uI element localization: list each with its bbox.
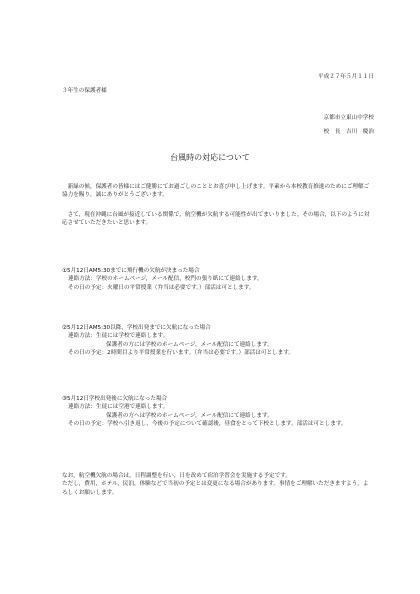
closing-text-2: ただし，費用，ホテル，民泊，体験などで当初の予定とは変更になる場合があります。事情をご理解いただきますよう，よろしくお願いします。 [62, 481, 369, 496]
case-contact-method: 連絡方法：学校のホームページ，メール配信，校門の張り紙にて連絡します。 [68, 276, 263, 283]
case-heading: ②5月12日AM5:30以降，学校出発までに欠航になった場合 [62, 325, 211, 331]
intro-text-1: 新緑の候，保護者の皆様にはご健勝にてお過ごしのこととお喜び申し上げます。平素から本校教育推進のためにご理解ご協力を賜り，誠にありがとうございます。 [62, 184, 370, 199]
sender-school: 京都市立東山中学校 [323, 115, 374, 121]
case-schedule: その日の予定：2時間目より平常授業を行います。（弁当は必要です。）部活は可とします。 [68, 350, 294, 357]
intro-text-2: さて，現在沖縄に台風が接近している関係で，航空機が欠航する可能性が出てまいりました。その場合，以下のように対応させていただきたいと思います。 [62, 212, 370, 227]
intro-paragraph-2 [62, 211, 374, 228]
case-schedule: その日の予定：学校へ引き返し，今後の予定について確認後，昼食をとって下校とします。部活は可とします。 [68, 421, 347, 428]
case-contact-method: 連絡方法：生徒には学校で連絡します。 [68, 333, 169, 340]
letter-date: 平成２７年５月１１日 [318, 74, 374, 80]
case-heading: ①5月12日AM5:30までに飛行機の欠航が決まった場合 [62, 268, 200, 274]
case-section-3 [62, 395, 374, 429]
closing-notes [62, 472, 374, 497]
case-contact-parents: 保護者の方には学校のホームページ，メール配信にて連絡します。 [106, 341, 273, 348]
case-section-1 [62, 267, 374, 292]
case-contact-method: 連絡方法：生徒には空港で連絡します。 [68, 404, 169, 411]
case-heading: ③5月12日学校出発後に欠航になった場合 [62, 396, 168, 402]
page-title: 台風時の対応について [170, 153, 250, 162]
case-schedule: その日の予定：火曜日の平常授業（弁当は必要です。）部活は可とします。 [68, 284, 255, 291]
case-section-2 [62, 324, 374, 358]
intro-paragraph-1 [62, 183, 374, 200]
case-contact-parents: 保護者の方へは学校のホームページ，メール配信にて連絡します。 [106, 412, 273, 419]
recipient: ３年生の保護者様 [62, 88, 107, 94]
sender-principal: 校 長 吉川 慶治 [323, 129, 374, 135]
closing-text-1: なお，航空機欠航の場合は，日程調整を行い，日を改めて宿泊学習会を実施する予定です。 [62, 473, 291, 479]
